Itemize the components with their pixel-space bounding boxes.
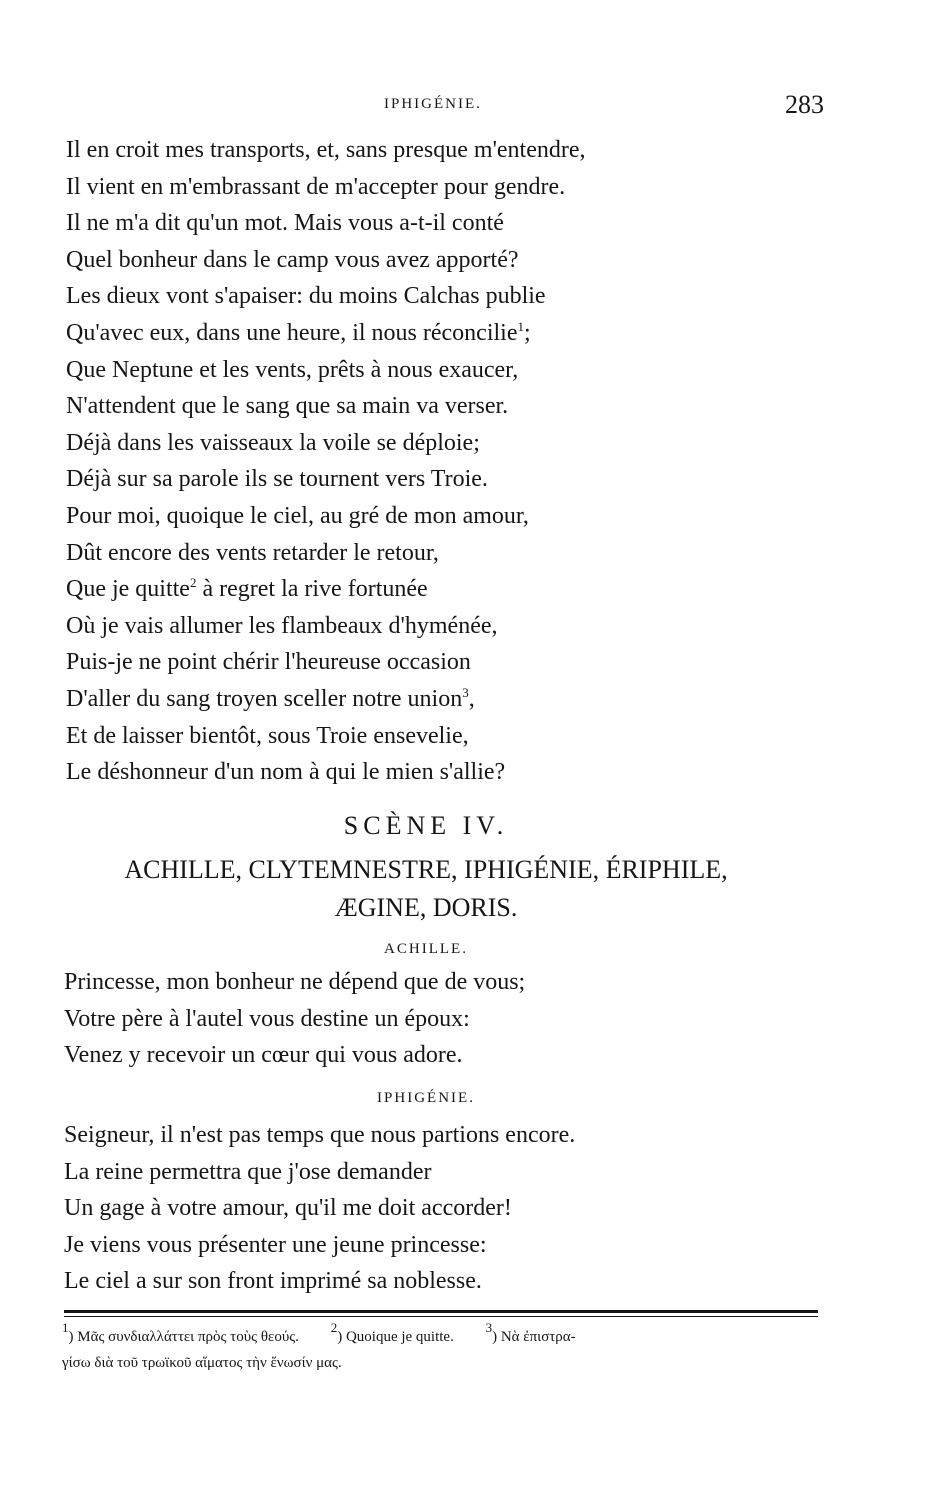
verse-line: D'aller du sang troyen sceller notre union$^3$,	[66, 684, 475, 712]
footnote-mark: 2	[330, 1320, 338, 1335]
speech-line: Seigneur, il n'est pas temps que nous partions encore.	[64, 1122, 576, 1148]
speech-line: Votre père à l'autel vous destine un époux:	[64, 1005, 470, 1032]
running-head	[64, 90, 824, 124]
cast-line: ACHILLE, CLYTEMNESTRE, IPHIGÉNIE, ÉRIPHILE,	[124, 855, 728, 884]
verse-line: Puis-je ne point chérir l'heureuse occasion	[66, 649, 471, 676]
verse-line: Que Neptune et les vents, prêts à nous exaucer,	[66, 356, 519, 383]
footnote-line	[62, 1350, 818, 1376]
cast-list	[66, 851, 786, 927]
footnote-mark: 1	[62, 1320, 69, 1335]
verse-line: Le déshonneur d'un nom à qui le mien s'allie?	[66, 759, 506, 786]
verse-line: Qu'avec eux, dans une heure, il nous réconcilie$^1$;	[66, 318, 531, 346]
speaker-label: IPHIGÉNIE.	[377, 1090, 475, 1106]
footnote-mark: 3	[485, 1320, 493, 1335]
speech-line: Le ciel a sur son front imprimé sa noblesse.	[64, 1268, 482, 1295]
speech-line: Je viens vous présenter une jeune princesse:	[64, 1231, 487, 1258]
speech-iphigenie	[64, 1117, 804, 1300]
verse-line: Déjà dans les vaisseaux la voile se déploie;	[66, 429, 480, 456]
speech-line: Venez y recevoir un cœur qui vous adore.	[64, 1042, 463, 1069]
footnote-3: Νὰ ἐπιστρα-	[500, 1329, 576, 1345]
running-title: IPHIGÉNIE.	[384, 96, 482, 112]
verse-line: Déjà sur sa parole ils se tournent vers Troie.	[66, 466, 488, 493]
footnote-ref: 1	[517, 318, 524, 334]
verse-line: Et de laisser bientôt, sous Troie ensevelie,	[66, 722, 469, 749]
speech-line: Princesse, mon bonheur ne dépend que de vous;	[64, 969, 526, 995]
footnote-1: Μᾶς συνδιαλλάττει πρὸς τοὺς θεούς.	[77, 1329, 299, 1345]
verse-line: Il en croit mes transports, et, sans presque m'entendre,	[66, 137, 586, 163]
verse-line: Il vient en m'embrassant de m'accepter pour gendre.	[66, 173, 566, 200]
speech-line: Un gage à votre amour, qu'il me doit accorder!	[64, 1195, 512, 1222]
verse-line: Dût encore des vents retarder le retour,	[66, 539, 439, 566]
footnote-line: $^1$) Μᾶς συνδιαλλάττει πρὸς τοὺς θεούς. $^2$) Quoique je quitte. $^3$) Νὰ ἐπιστρα-	[62, 1320, 576, 1345]
scene-title: SCÈNE IV.	[343, 811, 509, 840]
cast-line: ÆGINE, DORIS.	[334, 893, 518, 922]
verse-line: Pour moi, quoique le ciel, au gré de mon amour,	[66, 502, 529, 529]
speech-achille	[64, 964, 804, 1074]
verse-line: Quel bonheur dans le camp vous avez apporté?	[66, 246, 519, 273]
page-number: 283	[785, 90, 824, 119]
speech-line: La reine permettra que j'ose demander	[64, 1158, 432, 1185]
footnote-rule-thin	[64, 1316, 818, 1317]
verse-line: Où je vais allumer les flambeaux d'hyménée,	[66, 612, 498, 639]
verse-line: N'attendent que le sang que sa main va verser.	[66, 393, 509, 420]
footnote-ref: 3	[462, 684, 469, 700]
verse-line: Que je quitte$^2$ à regret la rive fortunée	[66, 575, 428, 603]
footnote-rule	[64, 1310, 818, 1313]
footnotes	[62, 1320, 818, 1376]
verse-block	[66, 132, 806, 791]
footnote-2: Quoique je quitte.	[345, 1329, 454, 1345]
speaker-label: ACHILLE.	[384, 941, 468, 957]
footnote-ref: 2	[189, 575, 197, 591]
verse-line: Il ne m'a dit qu'un mot. Mais vous a-t-il conté	[66, 210, 504, 237]
footnote-3-cont: γίσω διὰ τοῦ τρωϊκοῦ αἵματος τὴν ἕνωσίν μας.	[62, 1355, 342, 1371]
verse-line: Les dieux vont s'apaiser: du moins Calchas publie	[66, 283, 546, 310]
